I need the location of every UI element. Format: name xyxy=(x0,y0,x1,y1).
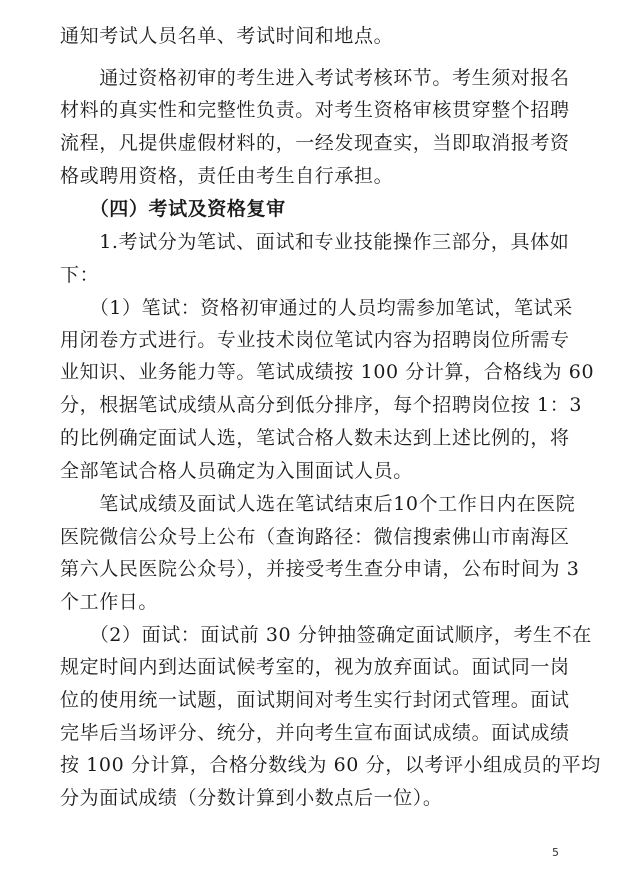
text-line: 完毕后当场评分、统分，并向考生宣布面试成绩。面试成绩 xyxy=(60,722,570,744)
page-number: 5 xyxy=(552,846,559,859)
section-heading: （四）考试及资格复审 xyxy=(60,198,286,220)
text-line: 规定时间内到达面试候考室的，视为放弃面试。面试同一岗 xyxy=(60,656,570,678)
text-line: 1.考试分为笔试、面试和专业技能操作三部分，具体如 xyxy=(60,231,570,253)
text-line: 分，根据笔试成绩从高分到低分排序，每个招聘岗位按 1：3 xyxy=(60,394,583,416)
text-line: 笔试成绩及面试人选在笔试结束后10个工作日内在医院 xyxy=(60,493,576,515)
text-line: 流程，凡提供虚假材料的，一经发现查实，当即取消报考资 xyxy=(60,132,570,154)
text-line: 材料的真实性和完整性负责。对考生资格审核贯穿整个招聘 xyxy=(60,99,570,121)
text-line: 按 100 分计算，合格分数线为 60 分，以考评小组成员的平均 xyxy=(60,754,601,776)
text-line: 下： xyxy=(60,264,100,286)
text-line: 通知考试人员名单、考试时间和地点。 xyxy=(60,25,394,47)
text-line: 第六人民医院公众号），并接受考生查分申请，公布时间为 3 xyxy=(60,558,580,580)
text-line: 格或聘用资格，责任由考生自行承担。 xyxy=(60,165,394,187)
text-line: 的比例确定面试人选，笔试合格人数未达到上述比例的，将 xyxy=(60,427,570,449)
text-line: 全部笔试合格人员确定为入围面试人员。 xyxy=(60,460,413,482)
text-line: 通过资格初审的考生进入考试考核环节。考生须对报名 xyxy=(60,67,570,89)
text-line: 位的使用统一试题，面试期间对考生实行封闭式管理。面试 xyxy=(60,689,570,711)
text-line: 分为面试成绩（分数计算到小数点后一位）。 xyxy=(60,787,443,809)
text-line: （1）笔试：资格初审通过的人员均需参加笔试，笔试采 xyxy=(60,297,573,319)
text-line: （2）面试：面试前 30 分钟抽签确定面试顺序，考生不在 xyxy=(60,624,592,646)
text-line: 个工作日。 xyxy=(60,591,159,613)
text-line: 用闭卷方式进行。专业技术岗位笔试内容为招聘岗位所需专 xyxy=(60,329,570,351)
text-line: 医院微信公众号上公布（查询路径：微信搜索佛山市南海区 xyxy=(60,526,570,548)
text-line: 业知识、业务能力等。笔试成绩按 100 分计算，合格线为 60 xyxy=(60,361,595,383)
